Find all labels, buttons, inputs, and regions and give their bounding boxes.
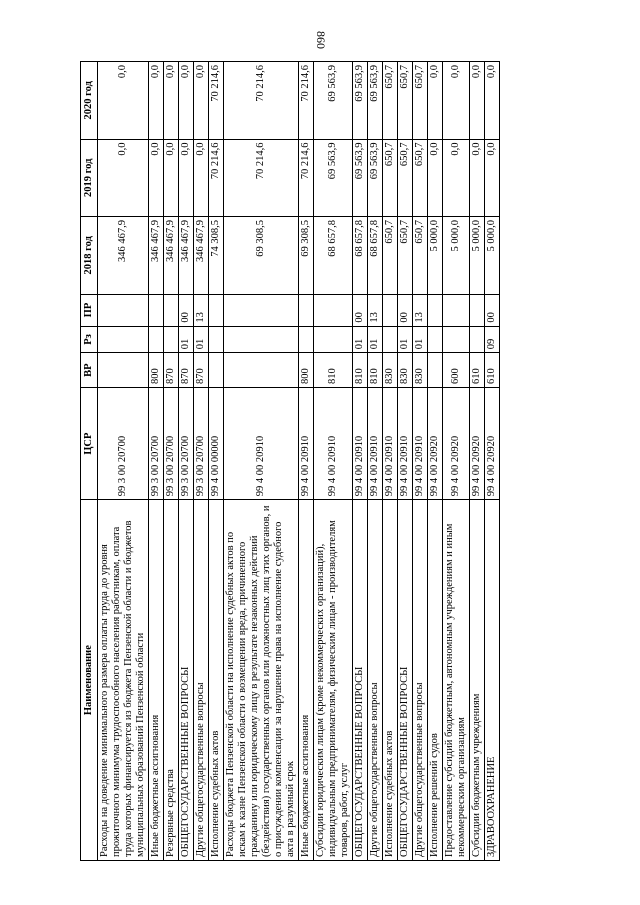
cell-name: Исполнение судебных актов <box>383 500 398 861</box>
cell-2019: 0,0 <box>485 139 500 216</box>
cell-vr: 800 <box>149 353 164 388</box>
cell-vr: 830 <box>413 353 428 388</box>
cell-rz: 09 <box>485 326 500 353</box>
cell-vr: 610 <box>470 353 485 388</box>
cell-csr: 99 4 00 20910 <box>413 388 428 500</box>
cell-2018: 650,7 <box>398 217 413 294</box>
cell-name: Иные бюджетные ассигнования <box>299 500 314 861</box>
cell-rz <box>149 326 164 353</box>
cell-2020: 0,0 <box>194 62 209 140</box>
cell-rz <box>98 326 149 353</box>
cell-csr: 99 4 00 00000 <box>209 388 224 500</box>
cell-csr: 99 4 00 20910 <box>353 388 368 500</box>
header-2020: 2020 год <box>81 62 98 140</box>
table-row <box>485 62 500 861</box>
cell-vr: 830 <box>398 353 413 388</box>
cell-2019: 70 214,6 <box>209 139 224 216</box>
cell-2019: 0,0 <box>428 139 443 216</box>
cell-name: ОБЩЕГОСУДАРСТВЕННЫЕ ВОПРОСЫ <box>353 500 368 861</box>
cell-2018: 74 308,5 <box>209 217 224 294</box>
cell-csr: 99 4 00 20920 <box>428 388 443 500</box>
cell-rz <box>209 326 224 353</box>
cell-2020: 650,7 <box>413 62 428 140</box>
cell-2020: 70 214,6 <box>209 62 224 140</box>
cell-rz: 01 <box>413 326 428 353</box>
cell-2019: 0,0 <box>98 139 149 216</box>
cell-pr: 13 <box>413 294 428 326</box>
cell-csr: 99 3 00 20700 <box>179 388 194 500</box>
cell-pr <box>470 294 485 326</box>
table-row <box>470 62 485 861</box>
cell-2018: 346 467,9 <box>98 217 149 294</box>
cell-2018: 650,7 <box>413 217 428 294</box>
cell-pr: 00 <box>353 294 368 326</box>
cell-vr: 870 <box>179 353 194 388</box>
header-pr: ПР <box>81 294 98 326</box>
cell-name: Исполнение судебных актов <box>209 500 224 861</box>
cell-rz: 01 <box>353 326 368 353</box>
cell-2020: 69 563,9 <box>368 62 383 140</box>
cell-csr: 99 4 00 20910 <box>224 388 299 500</box>
cell-2018: 5 000,0 <box>485 217 500 294</box>
cell-csr: 99 4 00 20910 <box>398 388 413 500</box>
cell-2020: 0,0 <box>443 62 470 140</box>
cell-2018: 69 308,5 <box>299 217 314 294</box>
cell-rz: 01 <box>368 326 383 353</box>
cell-csr: 99 4 00 20910 <box>383 388 398 500</box>
table-row <box>413 62 428 861</box>
cell-rz: 01 <box>194 326 209 353</box>
cell-vr <box>428 353 443 388</box>
cell-pr: 00 <box>179 294 194 326</box>
table-row <box>299 62 314 861</box>
budget-table <box>80 61 500 861</box>
table-row <box>383 62 398 861</box>
cell-name: Исполнение решений судов <box>428 500 443 861</box>
cell-name: Другие общегосударственные вопросы <box>194 500 209 861</box>
cell-pr: 00 <box>398 294 413 326</box>
cell-vr <box>209 353 224 388</box>
cell-name: ОБЩЕГОСУДАРСТВЕННЫЕ ВОПРОСЫ <box>179 500 194 861</box>
cell-name: Резервные средства <box>164 500 179 861</box>
cell-2018: 650,7 <box>383 217 398 294</box>
cell-rz: 01 <box>179 326 194 353</box>
cell-name: Расходы на доведение минимального размера оплаты труда до уровня прожиточного минимума трудоспособного населения работникам, оплата труда которых финансируется из бюджета Пензенской области и бюджетов муниципальных образований Пензенской области <box>98 500 149 861</box>
cell-vr <box>98 353 149 388</box>
cell-2018: 346 467,9 <box>149 217 164 294</box>
cell-2019: 69 563,9 <box>368 139 383 216</box>
table-row <box>398 62 413 861</box>
cell-pr <box>164 294 179 326</box>
cell-name: Субсидии юридическим лицам (кроме некоммерческих организаций), индивидуальным предпринимателям, физическим лицам - производителям товаров, работ, услуг <box>314 500 353 861</box>
cell-rz <box>299 326 314 353</box>
cell-vr: 830 <box>383 353 398 388</box>
cell-2019: 650,7 <box>398 139 413 216</box>
cell-vr: 610 <box>485 353 500 388</box>
cell-name: Иные бюджетные ассигнования <box>149 500 164 861</box>
cell-2019: 0,0 <box>470 139 485 216</box>
cell-name: Субсидии бюджетным учреждениям <box>470 500 485 861</box>
header-rz: Рз <box>81 326 98 353</box>
cell-2018: 69 308,5 <box>224 217 299 294</box>
cell-2020: 0,0 <box>179 62 194 140</box>
cell-rz <box>383 326 398 353</box>
cell-rz <box>443 326 470 353</box>
cell-2020: 0,0 <box>98 62 149 140</box>
header-vr: ВР <box>81 353 98 388</box>
cell-2020: 650,7 <box>398 62 413 140</box>
cell-2019: 70 214,6 <box>299 139 314 216</box>
cell-2018: 5 000,0 <box>443 217 470 294</box>
cell-2020: 69 563,9 <box>314 62 353 140</box>
cell-2018: 5 000,0 <box>428 217 443 294</box>
cell-vr: 810 <box>314 353 353 388</box>
cell-pr <box>383 294 398 326</box>
cell-pr <box>149 294 164 326</box>
cell-2019: 69 563,9 <box>314 139 353 216</box>
cell-2019: 0,0 <box>149 139 164 216</box>
table-row <box>179 62 194 861</box>
cell-csr: 99 3 00 20700 <box>164 388 179 500</box>
header-2019: 2019 год <box>81 139 98 216</box>
cell-rz <box>428 326 443 353</box>
cell-csr: 99 3 00 20700 <box>98 388 149 500</box>
cell-rz: 01 <box>398 326 413 353</box>
cell-pr: 00 <box>485 294 500 326</box>
cell-2020: 0,0 <box>470 62 485 140</box>
cell-2018: 68 657,8 <box>368 217 383 294</box>
cell-2019: 650,7 <box>413 139 428 216</box>
cell-csr: 99 4 00 20910 <box>368 388 383 500</box>
cell-2020: 69 563,9 <box>353 62 368 140</box>
cell-2020: 70 214,6 <box>224 62 299 140</box>
cell-2018: 346 467,9 <box>164 217 179 294</box>
cell-vr: 810 <box>353 353 368 388</box>
cell-rz <box>470 326 485 353</box>
cell-2019: 0,0 <box>164 139 179 216</box>
cell-2020: 0,0 <box>164 62 179 140</box>
cell-csr: 99 4 00 20920 <box>485 388 500 500</box>
cell-vr: 870 <box>164 353 179 388</box>
cell-vr: 810 <box>368 353 383 388</box>
header-2018: 2018 год <box>81 217 98 294</box>
cell-2018: 5 000,0 <box>470 217 485 294</box>
cell-pr: 13 <box>194 294 209 326</box>
cell-2020: 70 214,6 <box>299 62 314 140</box>
table-row <box>368 62 383 861</box>
table-row <box>443 62 470 861</box>
cell-pr <box>314 294 353 326</box>
cell-2020: 0,0 <box>485 62 500 140</box>
cell-2019: 0,0 <box>194 139 209 216</box>
cell-name: ЗДРАВООХРАНЕНИЕ <box>485 500 500 861</box>
cell-2020: 650,7 <box>383 62 398 140</box>
cell-pr <box>209 294 224 326</box>
cell-2019: 0,0 <box>443 139 470 216</box>
cell-2019: 0,0 <box>179 139 194 216</box>
cell-name: Расходы бюджета Пензенской области на исполнение судебных актов по искам к казне Пензенской области о возмещении вреда, причиненного гражданину или юридическому лицу в результате незаконных действий (бездействия) государственных органов или должностных лиц этих органов, и о присуждении компенсации за нарушение права на исполнение судебного акта в разумный срок <box>224 500 299 861</box>
table-header-row <box>81 62 98 861</box>
cell-rz <box>164 326 179 353</box>
cell-2020: 0,0 <box>428 62 443 140</box>
cell-name: ОБЩЕГОСУДАРСТВЕННЫЕ ВОПРОСЫ <box>398 500 413 861</box>
table-row <box>224 62 299 861</box>
cell-pr <box>428 294 443 326</box>
cell-2018: 68 657,8 <box>314 217 353 294</box>
budget-table-container <box>80 61 560 861</box>
cell-vr <box>224 353 299 388</box>
cell-csr: 99 4 00 20910 <box>314 388 353 500</box>
table-row <box>149 62 164 861</box>
cell-csr: 99 3 00 20700 <box>149 388 164 500</box>
table-row <box>209 62 224 861</box>
table-row <box>353 62 368 861</box>
cell-2019: 70 214,6 <box>224 139 299 216</box>
cell-vr: 800 <box>299 353 314 388</box>
cell-vr: 870 <box>194 353 209 388</box>
cell-2018: 346 467,9 <box>179 217 194 294</box>
cell-2018: 346 467,9 <box>194 217 209 294</box>
header-name: Наименование <box>81 500 98 861</box>
cell-pr <box>98 294 149 326</box>
cell-name: Предоставление субсидий бюджетным, автономным учреждениям и иным некоммерческим организациям <box>443 500 470 861</box>
table-row <box>428 62 443 861</box>
table-row <box>314 62 353 861</box>
table-row <box>194 62 209 861</box>
cell-pr: 13 <box>368 294 383 326</box>
cell-rz <box>224 326 299 353</box>
cell-pr <box>224 294 299 326</box>
cell-rz <box>314 326 353 353</box>
table-row <box>164 62 179 861</box>
table-row <box>98 62 149 861</box>
cell-name: Другие общегосударственные вопросы <box>368 500 383 861</box>
cell-csr: 99 3 00 20700 <box>194 388 209 500</box>
cell-2019: 69 563,9 <box>353 139 368 216</box>
cell-pr <box>299 294 314 326</box>
cell-pr <box>443 294 470 326</box>
header-csr: ЦСР <box>81 388 98 500</box>
cell-2020: 0,0 <box>149 62 164 140</box>
cell-2019: 650,7 <box>383 139 398 216</box>
cell-vr: 600 <box>443 353 470 388</box>
cell-2018: 68 657,8 <box>353 217 368 294</box>
cell-name: Другие общегосударственные вопросы <box>413 500 428 861</box>
cell-csr: 99 4 00 20920 <box>443 388 470 500</box>
cell-csr: 99 4 00 20910 <box>299 388 314 500</box>
cell-csr: 99 4 00 20920 <box>470 388 485 500</box>
page-number: 860 <box>314 31 328 49</box>
